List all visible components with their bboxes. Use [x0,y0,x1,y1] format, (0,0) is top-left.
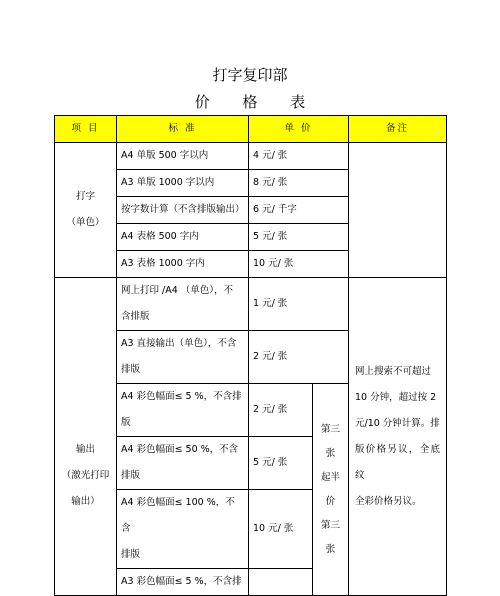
standard-cell: A3 单版 1000 字以内 [117,170,249,197]
standard-cell: A3 表格 1000 字内 [117,251,249,278]
standard-line: 含排版 [121,311,150,322]
standard-line: A4 彩色幅面≤ 100 %，不含 [121,497,235,534]
note-line: 网上搜索不可超过 [355,365,432,377]
header-standard: 标 准 [117,116,249,143]
category-sublabel: （激光打印 [61,469,110,481]
price-cell: 4 元/ 张 [249,143,349,170]
standard-line: 网上打印 /A4 （单色），不 [121,285,234,296]
standard-cell [117,331,249,384]
category-typing [55,143,117,278]
standard-line: 排版 [121,470,141,481]
standard-cell [117,490,249,569]
category-sublabel: （单色） [66,217,105,228]
standard-line: 排版 [121,549,141,560]
half-price-text: 张 [325,447,336,459]
note-line: 版价格另议，全底纹 [355,443,440,481]
header-price: 单 价 [249,116,349,143]
price-cell: 5 元/ 张 [249,437,313,490]
standard-line: A4 彩色幅面≤ 50 %，不含 [121,444,239,455]
half-price-text: 起半 [320,471,340,483]
half-price-text: 价 [325,495,336,507]
price-cell: 1 元/ 张 [249,278,349,331]
half-price-text: 第三 [320,519,340,531]
note-line: 全彩价格另议。 [355,495,422,507]
header-item: 项 目 [55,116,117,143]
standard-cell: A4 表格 500 字内 [117,224,249,251]
table-row [55,143,447,170]
standard-line: A4 彩色幅面≤ 5 %，不含排 [121,391,242,402]
price-cell: 10 元/ 张 [249,251,349,278]
standard-line: 排版 [121,364,141,375]
standard-cell: A4 单版 500 字以内 [117,143,249,170]
document-title: 打字复印部 [212,66,288,84]
note-line: 元/10 分钟计算。排 [355,417,440,429]
category-output [55,278,117,596]
price-cell: 10 元/ 张 [249,490,313,569]
standard-cell [117,384,249,437]
category-label: 打字 [75,191,95,202]
price-cell [249,569,313,596]
price-cell: 2 元/ 张 [249,384,313,437]
note-cell-output [349,278,447,596]
standard-cell [117,278,249,331]
header-note: 备注 [349,116,447,143]
price-cell: 2 元/ 张 [249,331,349,384]
price-cell: 5 元/ 张 [249,224,349,251]
table-header-row [55,116,447,143]
half-price-text: 张 [325,543,336,555]
price-cell: 6 元/ 千字 [249,197,349,224]
standard-line: A3 彩色幅面≤ 5 %，不含排 [121,576,242,587]
standard-line: 版 [121,417,131,428]
note-cell-typing [349,143,447,278]
document-subtitle: 价 格 表 [194,93,320,111]
price-cell: 8 元/ 张 [249,170,349,197]
half-price-text: 第三 [320,423,340,435]
category-label: 输出 [75,443,95,455]
standard-cell [117,437,249,490]
standard-cell [117,569,249,596]
price-table [54,115,447,596]
category-sublabel: 输出） [71,495,100,507]
note-line: 10 分钟，超过按 2 [355,391,437,403]
standard-cell: 按字数计算（不含排版输出） [117,197,249,224]
standard-line: A3 直接输出（单色），不含 [121,338,237,349]
table-row [55,278,447,331]
half-price-note [313,384,349,596]
